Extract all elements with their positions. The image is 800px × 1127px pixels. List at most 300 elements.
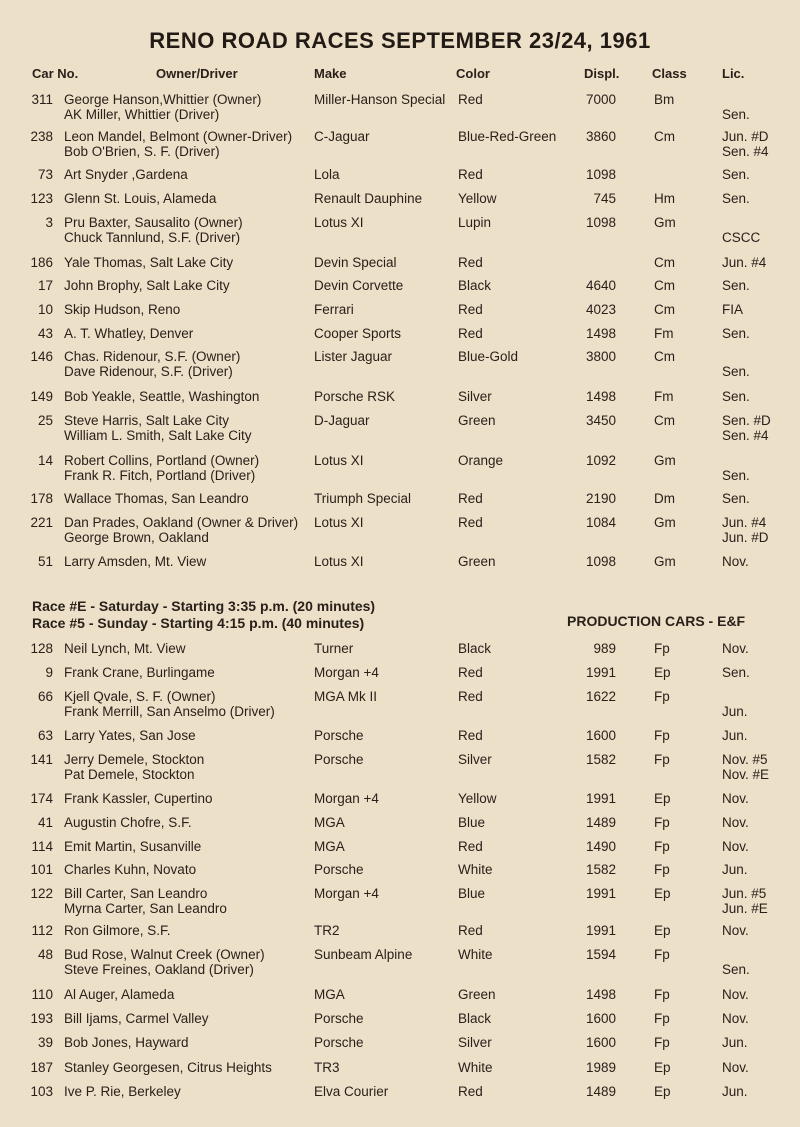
displacement-text: 3450 bbox=[585, 413, 616, 428]
license-text: Sen. bbox=[722, 278, 750, 293]
color-text: White bbox=[458, 862, 493, 877]
license-text: Nov. bbox=[722, 554, 749, 569]
color-text: Yellow bbox=[458, 191, 497, 206]
color-cell bbox=[458, 728, 483, 743]
displacement-text: 745 bbox=[593, 191, 616, 206]
make-cell bbox=[314, 167, 340, 182]
owner-driver-text-line2: Steve Freines, Oakland (Driver) bbox=[64, 962, 254, 977]
car-number-text: 66 bbox=[37, 689, 53, 704]
car-number-text: 39 bbox=[37, 1035, 53, 1050]
make-text: MGA bbox=[314, 839, 345, 854]
car-number-cell bbox=[38, 689, 53, 704]
license-text-line2: Jun. bbox=[722, 704, 748, 719]
license-cell bbox=[722, 815, 749, 830]
class-cell bbox=[654, 752, 670, 767]
displacement-cell bbox=[586, 1011, 616, 1026]
owner-driver-cell bbox=[64, 278, 230, 293]
car-number-cell bbox=[38, 947, 53, 962]
car-number-text: 186 bbox=[30, 255, 53, 270]
car-number-cell bbox=[31, 987, 53, 1002]
license-text: Nov. bbox=[722, 1060, 749, 1075]
car-number-text: 48 bbox=[37, 947, 53, 962]
class-text: Cm bbox=[654, 255, 675, 270]
car-number-text: 3 bbox=[45, 215, 53, 230]
car-number-text: 238 bbox=[30, 129, 53, 144]
color-text: Red bbox=[458, 515, 483, 530]
color-cell bbox=[458, 947, 493, 962]
displacement-cell bbox=[586, 167, 616, 182]
car-number-cell bbox=[38, 167, 53, 182]
class-cell bbox=[654, 389, 674, 404]
displacement-text: 1991 bbox=[585, 791, 616, 806]
color-text: Silver bbox=[458, 1035, 492, 1050]
license-cell bbox=[722, 302, 743, 317]
license-text-line2: Sen. bbox=[722, 364, 750, 379]
owner-driver-text: Augustin Chofre, S.F. bbox=[64, 815, 192, 830]
color-text: Red bbox=[458, 167, 483, 182]
color-cell bbox=[458, 752, 492, 767]
class-cell bbox=[654, 349, 675, 364]
header-car-no: Car No. bbox=[32, 66, 79, 81]
class-cell bbox=[654, 1060, 671, 1075]
color-cell bbox=[458, 255, 483, 270]
car-number-text: 128 bbox=[30, 641, 53, 656]
displacement-cell bbox=[586, 947, 616, 962]
car-number-cell bbox=[30, 1084, 53, 1099]
displacement-cell bbox=[586, 302, 616, 317]
color-text: White bbox=[458, 947, 493, 962]
license-text: Nov. bbox=[722, 815, 749, 830]
class-text: Gm bbox=[654, 215, 676, 230]
class-text: Ep bbox=[654, 791, 671, 806]
table-row bbox=[0, 129, 800, 161]
color-cell bbox=[458, 491, 483, 506]
owner-driver-text: Bud Rose, Walnut Creek (Owner) bbox=[64, 947, 265, 962]
owner-driver-cell bbox=[64, 665, 215, 680]
license-cell bbox=[722, 326, 750, 341]
car-number-text: 103 bbox=[30, 1084, 53, 1099]
color-text: Blue bbox=[458, 815, 486, 830]
owner-driver-cell bbox=[64, 515, 299, 545]
owner-driver-cell bbox=[64, 92, 262, 122]
owner-driver-cell bbox=[64, 641, 186, 656]
color-cell bbox=[458, 349, 518, 364]
color-cell bbox=[458, 862, 493, 877]
class-cell bbox=[654, 987, 670, 1002]
class-text: Ep bbox=[654, 923, 671, 938]
table-row bbox=[0, 752, 800, 784]
license-cell bbox=[722, 255, 766, 270]
class-text: Fp bbox=[654, 641, 670, 656]
table-row bbox=[0, 689, 800, 721]
car-number-cell bbox=[30, 515, 53, 530]
displacement-cell bbox=[586, 815, 616, 830]
owner-driver-text: Dan Prades, Oakland (Owner & Driver) bbox=[64, 515, 299, 530]
displacement-cell bbox=[586, 987, 616, 1002]
owner-driver-cell bbox=[64, 215, 243, 245]
make-cell bbox=[314, 453, 364, 468]
color-text: Red bbox=[458, 1084, 483, 1099]
color-text: Red bbox=[458, 92, 483, 107]
license-cell bbox=[722, 1060, 749, 1075]
class-text: Cm bbox=[654, 302, 675, 317]
make-cell bbox=[314, 689, 377, 704]
make-cell bbox=[314, 815, 345, 830]
owner-driver-cell bbox=[64, 255, 233, 270]
make-text: Devin Special bbox=[314, 255, 397, 270]
owner-driver-cell bbox=[64, 453, 260, 483]
color-text: Red bbox=[458, 839, 483, 854]
license-text: Nov. bbox=[722, 839, 749, 854]
car-number-cell bbox=[30, 791, 53, 806]
owner-driver-text-line2: AK Miller, Whittier (Driver) bbox=[64, 107, 220, 122]
displacement-text: 1092 bbox=[585, 453, 616, 468]
license-text: Jun. #5 bbox=[722, 886, 767, 901]
owner-driver-text-line2: Frank Merrill, San Anselmo (Driver) bbox=[64, 704, 275, 719]
class-cell bbox=[654, 413, 675, 428]
owner-driver-cell bbox=[64, 389, 259, 404]
license-text-line2: Jun. #D bbox=[722, 530, 769, 545]
make-text: Porsche bbox=[314, 728, 364, 743]
owner-driver-cell bbox=[64, 554, 206, 569]
displacement-cell bbox=[586, 92, 616, 107]
class-cell bbox=[654, 791, 671, 806]
class-cell bbox=[654, 728, 670, 743]
license-cell bbox=[722, 167, 750, 182]
class-text: Cm bbox=[654, 349, 675, 364]
make-cell bbox=[314, 413, 370, 428]
class-text: Gm bbox=[654, 453, 676, 468]
color-cell bbox=[458, 987, 496, 1002]
color-text: Red bbox=[458, 728, 483, 743]
color-cell bbox=[458, 129, 556, 144]
class-text: Fp bbox=[654, 947, 670, 962]
displacement-text: 1490 bbox=[585, 839, 616, 854]
displacement-cell bbox=[586, 689, 616, 704]
displacement-text: 4023 bbox=[585, 302, 616, 317]
car-number-cell bbox=[30, 641, 53, 656]
make-text: Lotus XI bbox=[314, 215, 364, 230]
make-cell bbox=[314, 92, 445, 107]
class-cell bbox=[654, 326, 674, 341]
race-e-heading: Race #E - Saturday - Starting 3:35 p.m. (20 minutes) bbox=[32, 598, 376, 614]
displacement-text: 1498 bbox=[585, 326, 616, 341]
displacement-cell bbox=[593, 191, 616, 206]
class-cell bbox=[654, 491, 675, 506]
color-cell bbox=[458, 326, 483, 341]
displacement-text: 1991 bbox=[585, 886, 616, 901]
owner-driver-text: Leon Mandel, Belmont (Owner-Driver) bbox=[64, 129, 293, 144]
car-number-cell bbox=[30, 255, 53, 270]
class-text: Cm bbox=[654, 413, 675, 428]
class-text: Fp bbox=[654, 987, 670, 1002]
car-number-text: 110 bbox=[31, 987, 53, 1002]
class-cell bbox=[654, 92, 674, 107]
car-number-text: 41 bbox=[37, 815, 53, 830]
class-cell bbox=[654, 689, 670, 704]
car-number-text: 123 bbox=[30, 191, 53, 206]
color-cell bbox=[458, 413, 496, 428]
color-text: Red bbox=[458, 255, 483, 270]
car-number-cell bbox=[38, 453, 53, 468]
car-number-text: 63 bbox=[37, 728, 53, 743]
license-text: Jun. bbox=[722, 1035, 748, 1050]
license-cell bbox=[722, 665, 750, 680]
make-text: TR2 bbox=[314, 923, 340, 938]
owner-driver-text: A. T. Whatley, Denver bbox=[64, 326, 194, 341]
make-cell bbox=[314, 349, 392, 364]
owner-driver-text: Glenn St. Louis, Alameda bbox=[64, 191, 217, 206]
car-number-text: 149 bbox=[30, 389, 53, 404]
make-text: MGA Mk II bbox=[314, 689, 378, 704]
owner-driver-cell bbox=[64, 752, 205, 782]
license-text: Sen. bbox=[722, 191, 750, 206]
license-cell bbox=[722, 515, 769, 545]
owner-driver-cell bbox=[64, 987, 174, 1002]
header-class: Class bbox=[652, 66, 687, 81]
class-text: Ep bbox=[654, 886, 671, 901]
car-number-cell bbox=[30, 389, 53, 404]
license-cell bbox=[722, 641, 749, 656]
make-cell bbox=[314, 491, 411, 506]
class-text: Fm bbox=[654, 326, 674, 341]
owner-driver-cell bbox=[64, 413, 252, 443]
car-number-text: 146 bbox=[30, 349, 53, 364]
owner-driver-cell bbox=[64, 1035, 189, 1050]
color-cell bbox=[458, 167, 483, 182]
displacement-text: 1622 bbox=[585, 689, 616, 704]
license-text-line2: Sen. #4 bbox=[722, 428, 769, 443]
make-cell bbox=[314, 129, 370, 144]
displacement-text: 1098 bbox=[585, 215, 616, 230]
owner-driver-text: Jerry Demele, Stockton bbox=[64, 752, 205, 767]
make-cell bbox=[314, 554, 364, 569]
displacement-cell bbox=[586, 839, 616, 854]
color-text: Silver bbox=[458, 752, 492, 767]
owner-driver-text: Bill Ijams, Carmel Valley bbox=[64, 1011, 209, 1026]
table-row bbox=[0, 886, 800, 918]
color-cell bbox=[458, 215, 491, 230]
car-number-text: 101 bbox=[30, 862, 53, 877]
make-text: Ferrari bbox=[314, 302, 354, 317]
license-text: Nov. bbox=[722, 791, 749, 806]
license-text: Sen. bbox=[722, 389, 750, 404]
car-number-cell bbox=[38, 815, 53, 830]
make-cell bbox=[314, 1084, 388, 1099]
table-row bbox=[0, 453, 800, 485]
make-text: Renault Dauphine bbox=[314, 191, 423, 206]
owner-driver-text: Art Snyder ,Gardena bbox=[64, 167, 188, 182]
owner-driver-text: Skip Hudson, Reno bbox=[64, 302, 181, 317]
car-number-cell bbox=[30, 752, 53, 767]
class-cell bbox=[654, 1084, 671, 1099]
owner-driver-text-line2: Bob O'Brien, S. F. (Driver) bbox=[64, 144, 220, 159]
displacement-text: 1489 bbox=[585, 1084, 616, 1099]
car-number-text: 17 bbox=[37, 278, 53, 293]
license-cell bbox=[722, 923, 749, 938]
displacement-cell bbox=[586, 129, 616, 144]
color-cell bbox=[458, 839, 483, 854]
color-cell bbox=[458, 453, 503, 468]
make-text: Elva Courier bbox=[314, 1084, 389, 1099]
header-owner-driver: Owner/Driver bbox=[156, 66, 238, 81]
license-cell bbox=[722, 839, 749, 854]
class-text: Cm bbox=[654, 278, 675, 293]
displacement-text: 1084 bbox=[585, 515, 616, 530]
color-cell bbox=[458, 641, 491, 656]
make-cell bbox=[314, 862, 364, 877]
car-number-text: 187 bbox=[30, 1060, 53, 1075]
header-make: Make bbox=[314, 66, 347, 81]
color-text: Green bbox=[458, 987, 496, 1002]
color-cell bbox=[458, 689, 483, 704]
class-text: Ep bbox=[654, 665, 671, 680]
displacement-cell bbox=[586, 215, 616, 230]
owner-driver-cell bbox=[64, 129, 293, 159]
class-text: Gm bbox=[654, 515, 676, 530]
color-text: Black bbox=[458, 1011, 492, 1026]
license-cell bbox=[722, 752, 770, 782]
make-text: Cooper Sports bbox=[314, 326, 402, 341]
make-text: Turner bbox=[314, 641, 354, 656]
displacement-text: 1600 bbox=[585, 1011, 616, 1026]
displacement-text: 1600 bbox=[585, 1035, 616, 1050]
license-text-line2: Nov. #E bbox=[722, 767, 770, 782]
license-cell bbox=[722, 728, 748, 743]
car-number-text: 193 bbox=[30, 1011, 53, 1026]
color-text: Red bbox=[458, 491, 483, 506]
license-text: Nov. bbox=[722, 987, 749, 1002]
color-text: Orange bbox=[458, 453, 504, 468]
owner-driver-cell bbox=[64, 923, 171, 938]
class-cell bbox=[654, 886, 671, 901]
color-text: Green bbox=[458, 413, 496, 428]
make-text: MGA bbox=[314, 987, 345, 1002]
license-cell bbox=[722, 1011, 749, 1026]
color-text: Red bbox=[458, 665, 483, 680]
owner-driver-text: Ive P. Rie, Berkeley bbox=[64, 1084, 181, 1099]
car-number-text: 25 bbox=[37, 413, 53, 428]
owner-driver-text: Charles Kuhn, Novato bbox=[64, 862, 197, 877]
owner-driver-text: Larry Amsden, Mt. View bbox=[64, 554, 207, 569]
displacement-cell bbox=[586, 349, 616, 364]
owner-driver-text-line2: Chuck Tannlund, S.F. (Driver) bbox=[64, 230, 241, 245]
license-cell bbox=[722, 987, 749, 1002]
owner-driver-text: Kjell Qvale, S. F. (Owner) bbox=[64, 689, 216, 704]
car-number-cell bbox=[30, 1011, 53, 1026]
make-cell bbox=[314, 302, 354, 317]
table-row bbox=[0, 515, 800, 547]
class-cell bbox=[654, 255, 675, 270]
license-text: Jun. bbox=[722, 862, 748, 877]
color-cell bbox=[458, 886, 485, 901]
make-cell bbox=[314, 191, 422, 206]
license-text: Jun. #4 bbox=[722, 255, 767, 270]
license-cell bbox=[722, 491, 750, 506]
license-text-line2: Sen. bbox=[722, 962, 750, 977]
license-cell bbox=[722, 1084, 748, 1099]
license-text: Sen. bbox=[722, 326, 750, 341]
color-cell bbox=[458, 923, 483, 938]
license-text-line2: Jun. #E bbox=[722, 901, 768, 916]
owner-driver-cell bbox=[64, 1084, 181, 1099]
license-text-line2: Sen. bbox=[722, 107, 750, 122]
owner-driver-text: Emit Martin, Susanville bbox=[64, 839, 202, 854]
license-cell bbox=[722, 791, 749, 806]
color-text: Green bbox=[458, 554, 496, 569]
owner-driver-text-line2: Dave Ridenour, S.F. (Driver) bbox=[64, 364, 233, 379]
owner-driver-text: Stanley Georgesen, Citrus Heights bbox=[64, 1060, 272, 1075]
license-cell bbox=[722, 554, 749, 569]
displacement-cell bbox=[586, 413, 616, 428]
car-number-text: 10 bbox=[37, 302, 53, 317]
owner-driver-text-line2: Myrna Carter, San Leandro bbox=[64, 901, 227, 916]
license-cell bbox=[722, 1035, 748, 1050]
owner-driver-text: Frank Crane, Burlingame bbox=[64, 665, 215, 680]
car-number-cell bbox=[38, 1035, 53, 1050]
displacement-cell bbox=[586, 791, 616, 806]
make-text: Lola bbox=[314, 167, 340, 182]
make-cell bbox=[314, 641, 353, 656]
car-number-cell bbox=[45, 665, 53, 680]
displacement-cell bbox=[586, 389, 616, 404]
displacement-text: 3860 bbox=[585, 129, 616, 144]
class-text: Fp bbox=[654, 728, 670, 743]
table-row bbox=[0, 947, 800, 979]
class-text: Hm bbox=[654, 191, 675, 206]
displacement-cell bbox=[586, 886, 616, 901]
class-text: Cm bbox=[654, 129, 675, 144]
color-cell bbox=[458, 665, 483, 680]
displacement-cell bbox=[586, 278, 616, 293]
displacement-text: 1582 bbox=[585, 862, 616, 877]
color-cell bbox=[458, 191, 497, 206]
color-text: Red bbox=[458, 302, 483, 317]
color-text: White bbox=[458, 1060, 493, 1075]
displacement-text: 4640 bbox=[585, 278, 616, 293]
displacement-cell bbox=[586, 728, 616, 743]
make-text: Lotus XI bbox=[314, 554, 364, 569]
displacement-cell bbox=[586, 491, 616, 506]
license-text-line2: CSCC bbox=[722, 230, 761, 245]
car-number-text: 114 bbox=[31, 839, 53, 854]
owner-driver-text: Yale Thomas, Salt Lake City bbox=[64, 255, 234, 270]
class-cell bbox=[654, 191, 675, 206]
owner-driver-text: Al Auger, Alameda bbox=[64, 987, 175, 1002]
license-text: Nov. bbox=[722, 923, 749, 938]
license-cell bbox=[722, 413, 771, 443]
car-number-cell bbox=[30, 491, 53, 506]
owner-driver-cell bbox=[64, 728, 196, 743]
color-text: Silver bbox=[458, 389, 492, 404]
color-text: Black bbox=[458, 278, 492, 293]
make-text: Morgan +4 bbox=[314, 886, 379, 901]
car-number-cell bbox=[30, 886, 53, 901]
color-cell bbox=[458, 1084, 483, 1099]
license-text: Sen. bbox=[722, 491, 750, 506]
displacement-text: 989 bbox=[593, 641, 616, 656]
color-text: Blue bbox=[458, 886, 486, 901]
color-cell bbox=[458, 515, 483, 530]
make-cell bbox=[314, 987, 345, 1002]
owner-driver-text-line2: William L. Smith, Salt Lake City bbox=[64, 428, 252, 443]
make-cell bbox=[314, 1060, 340, 1075]
make-text: C-Jaguar bbox=[314, 129, 370, 144]
car-number-cell bbox=[38, 413, 53, 428]
class-text: Dm bbox=[654, 491, 675, 506]
color-text: Blue-Gold bbox=[458, 349, 519, 364]
displacement-cell bbox=[586, 326, 616, 341]
